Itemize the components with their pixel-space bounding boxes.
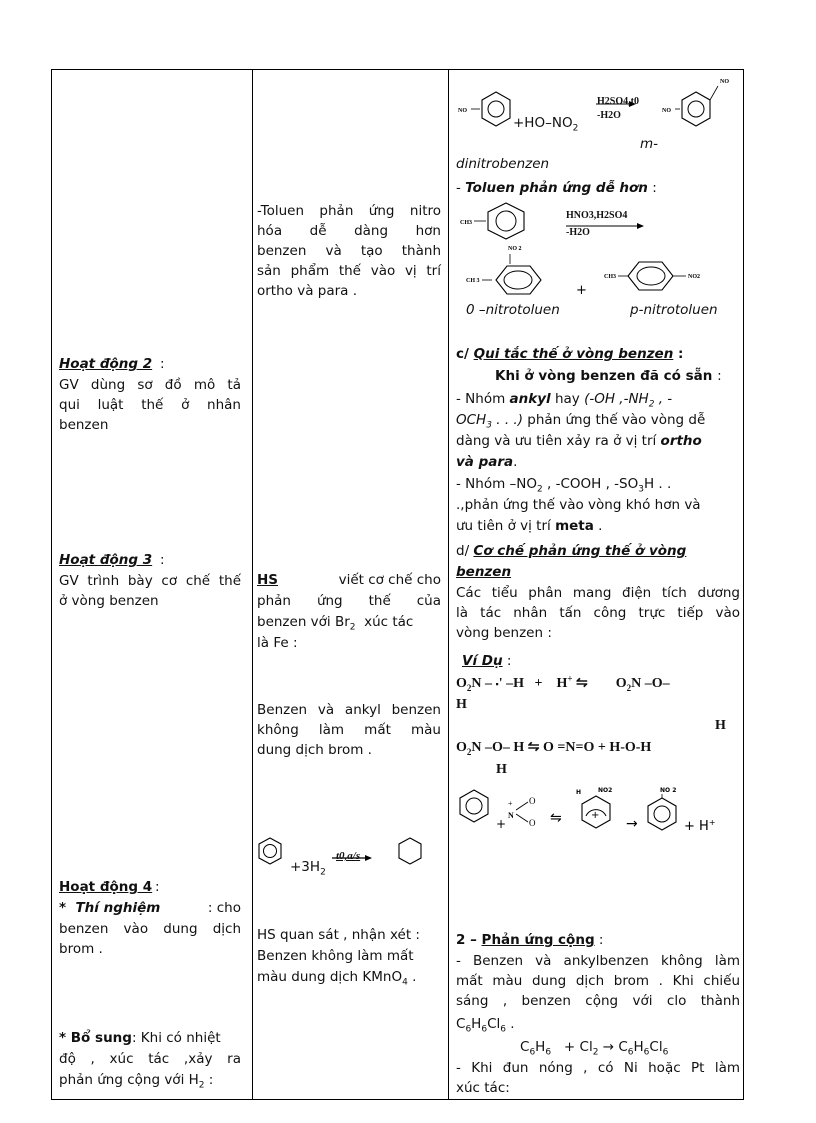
activity-4-experiment: * Thí nghiệm : cho — [59, 900, 241, 916]
toluen-heading: - Toluen phản ứng dễ hơn : — [456, 180, 657, 196]
ortho-product-name: 0 –nitrotoluen — [466, 302, 560, 318]
addition-title: 2 – Phản ứng cộng : — [456, 932, 604, 948]
page: Hoạt động 2 : GV dùng sơ đồ mô tả qui luật thế ở nhân benzen Hoạt động 3 : GV trình bày cơ chế thế ở vòng benzen Hoạt động 4 : * Thí nghiệm : cho benzen vào dung dịch brom . * Bổ sung: Khi có nhiệt độ , xúc tác ,xảy ra phản ứng cộng với $H_2$ : -Toluen phản ứng nitro hóa dễ dàng hơn benzen và tạo thành sản phẩm thế vào vị trí ortho và para . HS viết cơ chế cho phản ứng thế của benzen với $Br_2$ xúc tác là Fe : Benzen và ankyl benzen không làm mất màu dung dịch brom . $+3H_2$ t0,a/s HS quan sát , nhận xét : Benzen không làm mất màu dung dịch KMnO$_4$ . NO NO NO $+HO-NO_2$ H2SO4,t0 -H2O m- dinitrobenzen - Toluen phản ứng dễ hơn : CH3 NO 2 CH 3 + CH3 NO2 HNO3,H2SO4 -H2O 0 –nitrotoluen p-nitrotoluen c/ Qui tắc thế ở vòng benzen : Khi ở vòng benzen đã có sẵn : - Nhóm ankyl hay (-OH $,-NH_2$ , - $OCH_3$ . . .) phản ứng thế vào vòng dễ dàng và ưu tiên xảy ra ở vị trí ortho và para. - Nhóm $-NO_2$ , -COOH , $-SO_3H$ . . .,phản ứng thế vào vòng khó hơn và ưu tiên ở vị trí meta . d/ Cơ chế phản ứng thế ở vòng benzen Các tiểu phân mang điện tích dương là tác nhân tấn công trực tiếp vào vòng benzen : Ví Dụ : $O_2N$ – ▪' –H + H+ ⇋ $O_2N$ –O– H H $O_2N$ –O– H ⇋ O =N=O + H-O-H H + + N O O ⇋ H NO2 + → NO 2 + H+ 2 – Phản ứng cộng : - Benzen và ankylbenzen không làm mất màu dung dịch brom . Khi chiếu sáng , benzen cộng với clo thành $C_6H_6Cl_6$ . $C_6H_6 + Cl_2 \to C_6H_6Cl_6$ - Khi đun nóng , có Ni hoặc Pt làm xúc tác: — [0, 0, 816, 1123]
svg-text:NO 2: NO 2 — [660, 787, 677, 794]
svg-text:NO: NO — [458, 108, 467, 114]
observation: HS quan sát , nhận xét : — [257, 927, 420, 943]
svg-text:+: + — [591, 810, 600, 821]
svg-text:NO: NO — [720, 79, 729, 85]
svg-text:+ H+: + H+ — [684, 818, 716, 834]
activity-3-text: GV trình bày cơ chế thế ở vòng benzen — [59, 573, 241, 609]
svg-text:NO2: NO2 — [688, 274, 700, 280]
benzene-ring-icon — [682, 92, 710, 126]
column-divider — [252, 70, 253, 1099]
cyclohexane-ring-icon — [399, 838, 421, 864]
nitronium-mechanism — [456, 784, 746, 844]
svg-text:O: O — [529, 818, 536, 828]
benzene-ring-icon — [628, 262, 673, 290]
svg-text:NO: NO — [662, 108, 671, 114]
svg-text:N: N — [508, 811, 514, 820]
catalyst-note: - Khi đun nóng , có Ni hoặc Pt làm xúc tác: — [456, 1060, 740, 1096]
svg-text:NO2: NO2 — [598, 787, 613, 794]
benzene-ring-icon — [496, 266, 541, 294]
svg-text:+: + — [508, 799, 513, 808]
column-divider — [448, 70, 449, 1099]
benzene-ring-icon — [259, 838, 281, 864]
benzene-ring-icon — [482, 92, 510, 126]
example-label: Ví Dụ : — [462, 653, 512, 669]
svg-text:H: H — [576, 789, 582, 796]
toluen-nitration-note: -Toluen phản ứng nitro hóa dễ dàng hơn benzen và tạo thành sản phẩm thế vào vị trí ortho và para . — [257, 203, 441, 299]
svg-text:CH3: CH3 — [460, 220, 472, 226]
bromine-note: Benzen và ankyl benzen không làm mất màu dung dịch brom . — [257, 702, 441, 758]
svg-text:⇋: ⇋ — [550, 810, 562, 826]
nitration-equation — [456, 78, 756, 138]
svg-text:+: + — [576, 283, 587, 298]
benzene-ring-icon — [648, 798, 676, 830]
svg-text:NO 2: NO 2 — [508, 246, 522, 252]
para-product-name: p-nitrotoluen — [630, 302, 718, 318]
svg-text:→: → — [626, 816, 638, 832]
svg-text:CH3: CH3 — [604, 274, 616, 280]
activity-3-title: Hoạt động 3 — [59, 552, 153, 568]
svg-text:+: + — [496, 817, 507, 831]
svg-text:O: O — [529, 796, 536, 806]
svg-text:CH 3: CH 3 — [466, 278, 480, 284]
hs-task: HS viết cơ chế cho — [257, 572, 441, 588]
chlorination-equation: $C_6H_6 + Cl_2 \to C_6H_6Cl_6$ — [520, 1039, 669, 1058]
benzene-ring-icon — [488, 203, 524, 239]
rule-title: c/ Qui tắc thế ở vòng benzen : — [456, 346, 684, 362]
activity-4-title: Hoạt động 4 — [59, 879, 153, 895]
product-name: dinitrobenzen — [456, 156, 550, 172]
activity-2-text: GV dùng sơ đồ mô tả qui luật thế ở nhân benzen — [59, 377, 241, 433]
rule-alkyl: - Nhóm ankyl hay (-OH $,-NH_2$ , - — [456, 391, 673, 410]
mechanism-title: d/ Cơ chế phản ứng thế ở vòng — [456, 543, 687, 559]
addition-note: * Bổ sung: Khi có nhiệt — [59, 1030, 221, 1046]
addition-text: - Benzen và ankylbenzen không làm mất màu dung dịch brom . Khi chiếu sáng , benzen cộng với clo thành — [456, 953, 740, 1009]
benzene-ring-icon — [460, 790, 488, 822]
activity-4-text: benzen vào dung dịch brom . — [59, 921, 241, 957]
activity-2-title: Hoạt động 2 — [59, 356, 153, 372]
mechanism-text: Các tiểu phân mang điện tích dương là tác nhân tấn công trực tiếp vào vòng benzen : — [456, 585, 740, 641]
rule-meta: - Nhóm $-NO_2$ , -COOH , $-SO_3H$ . . — [456, 476, 672, 495]
